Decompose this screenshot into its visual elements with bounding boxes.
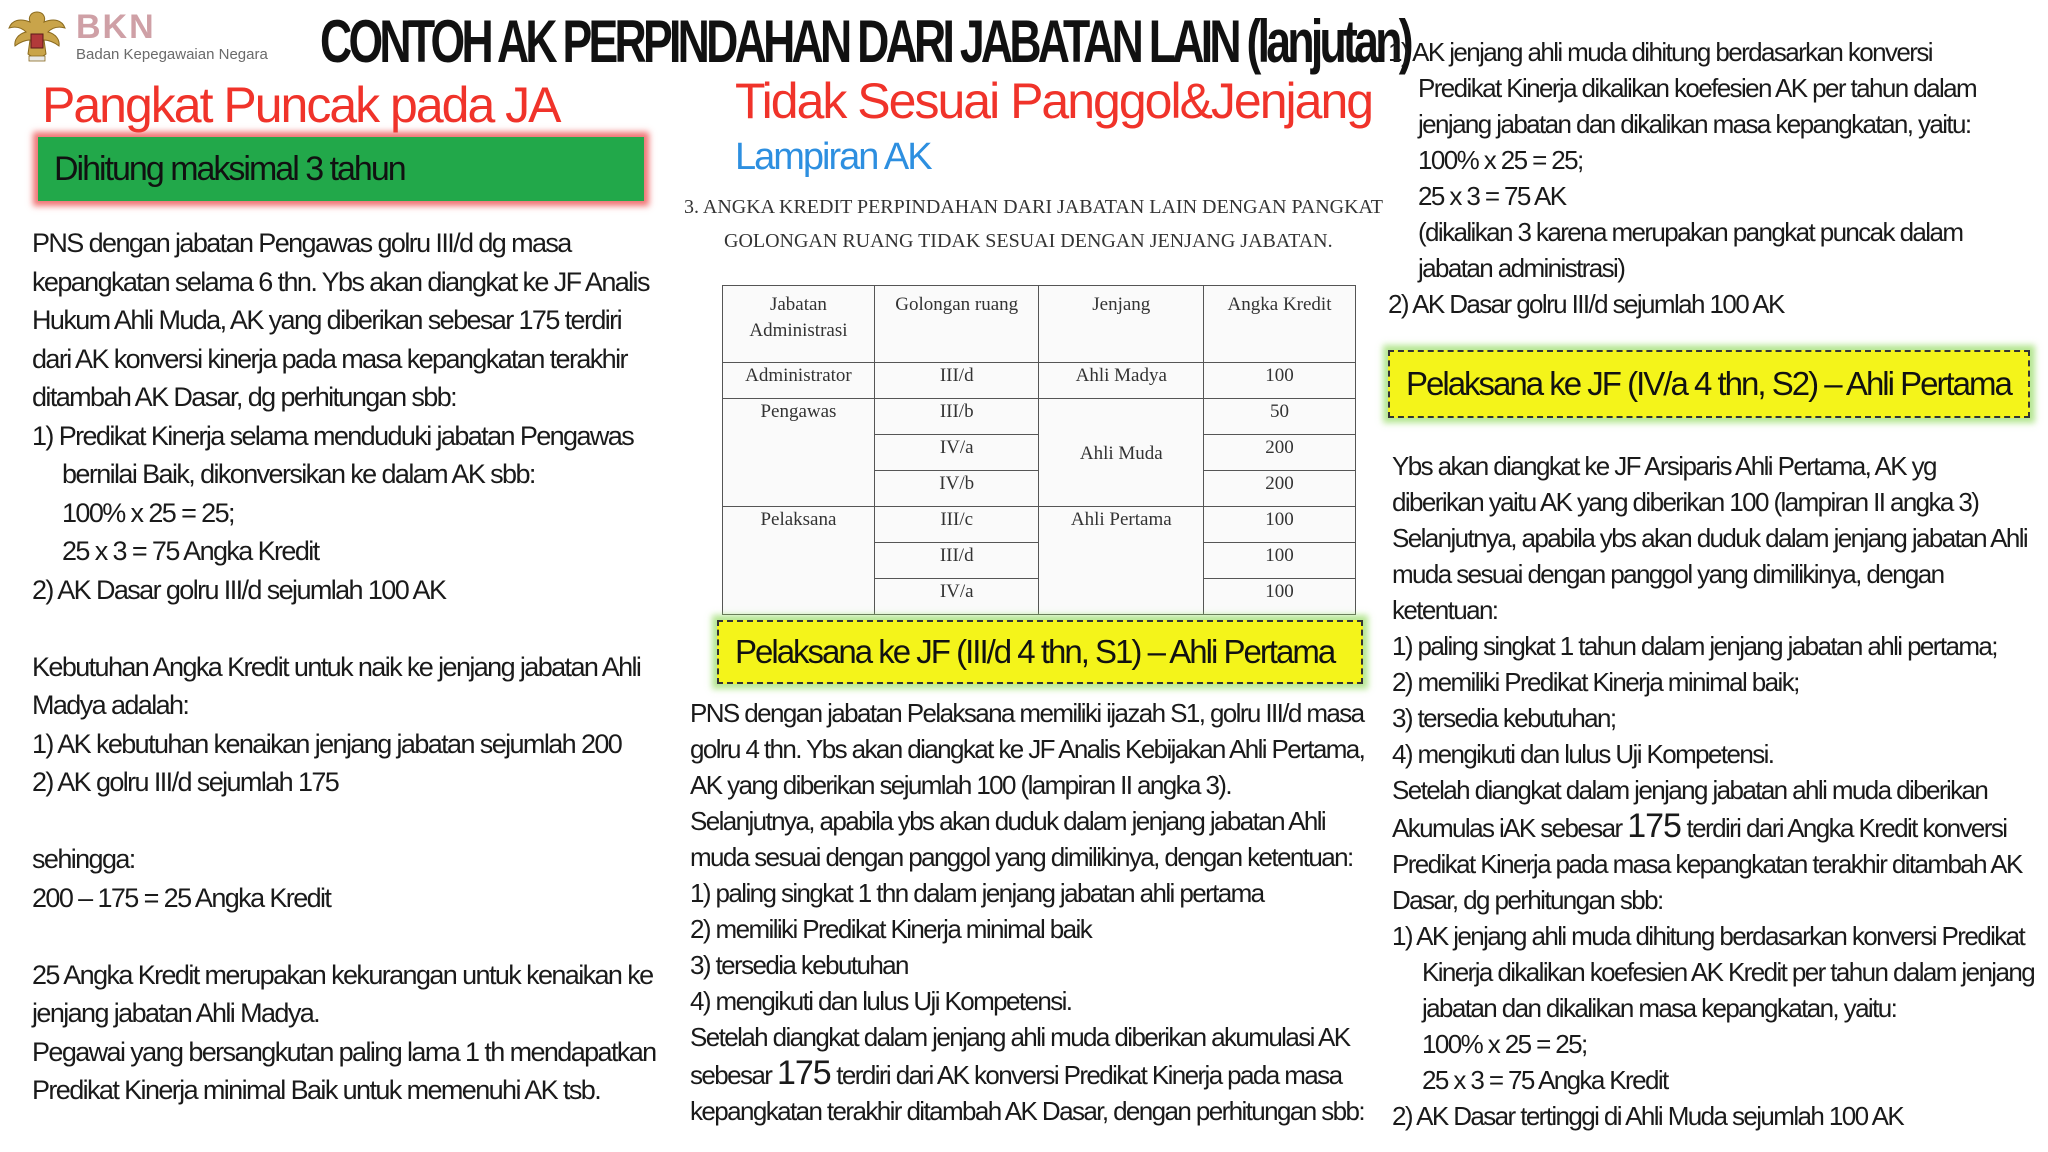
table-header: Jenjang bbox=[1039, 286, 1204, 363]
table-cell: 200 bbox=[1204, 471, 1356, 507]
right-body-text bbox=[1392, 448, 2034, 1134]
table-row bbox=[723, 507, 1356, 543]
highlight-number: 175 bbox=[1627, 807, 1681, 845]
text-line: muda sesuai dengan panggol yang dimilikinya, dengan bbox=[1392, 559, 1944, 589]
text-line bbox=[690, 1055, 1364, 1093]
text-line: PNS dengan jabatan Pelaksana memiliki ijazah S1, golru III/d masa bbox=[690, 698, 1364, 728]
table-cell: Ahli Madya bbox=[1039, 363, 1204, 399]
table-cell: Pengawas bbox=[723, 399, 875, 507]
table-cell: IV/a bbox=[874, 579, 1039, 615]
text-segment: terdiri dari AK konversi Predikat Kinerja pada masa bbox=[836, 1060, 1342, 1090]
text-line: bernilai Baik, dikonversikan ke dalam AK sbb: bbox=[62, 459, 535, 489]
lampiran-subheading: Lampiran AK bbox=[735, 136, 931, 178]
table-cell: III/c bbox=[874, 507, 1039, 543]
text-line: ditambah AK Dasar, dg perhitungan sbb: bbox=[32, 382, 457, 412]
text-line: 25 Angka Kredit merupakan kekurangan untuk kenaikan ke bbox=[32, 959, 653, 990]
table-header: Jabatan Administrasi bbox=[723, 286, 875, 363]
table-cell: 50 bbox=[1204, 399, 1356, 435]
text-line: 2) AK Dasar golru III/d sejumlah 100 AK bbox=[1388, 289, 1784, 319]
text-line: Kinerja dikalikan koefesien AK Kredit per tahun dalam jenjang bbox=[1422, 957, 2035, 987]
yellow-highlight-box-right bbox=[1388, 350, 2030, 418]
text-line: diberikan yaitu AK yang diberikan 100 (lampiran II angka 3) bbox=[1392, 487, 1979, 517]
table-cell: 100 bbox=[1204, 543, 1356, 579]
left-heading: Pangkat Puncak pada JA bbox=[42, 77, 560, 133]
text-line: Predikat Kinerja minimal Baik untuk memenuhi AK tsb. bbox=[32, 1075, 601, 1105]
text-line: (dikalikan 3 karena merupakan pangkat puncak dalam bbox=[1418, 217, 1963, 247]
table-cell: Pelaksana bbox=[723, 507, 875, 615]
text-segment: sebesar bbox=[690, 1060, 772, 1090]
left-body-text bbox=[32, 224, 656, 1110]
text-line: jenjang jabatan Ahli Madya. bbox=[32, 998, 320, 1028]
text-line: dari AK konversi kinerja pada masa kepangkatan terakhir bbox=[32, 343, 627, 374]
text-line: 2) AK Dasar tertinggi di Ahli Muda sejumlah 100 AK bbox=[1392, 1101, 1904, 1131]
table-cell: Ahli Pertama bbox=[1039, 507, 1204, 615]
text-line: AK yang diberikan sejumlah 100 (lampiran II angka 3). bbox=[690, 770, 1231, 800]
text-line: 1) AK jenjang ahli muda dihitung berdasarkan konversi Predikat bbox=[1392, 921, 2025, 951]
text-line: 1) paling singkat 1 tahun dalam jenjang jabatan ahli pertama; bbox=[1392, 631, 1997, 661]
text-line: 4) mengikuti dan lulus Uji Kompetensi. bbox=[690, 986, 1072, 1016]
text-line: Kebutuhan Angka Kredit untuk naik ke jenjang jabatan Ahli bbox=[32, 651, 641, 682]
green-box-label: Dihitung maksimal 3 tahun bbox=[54, 149, 405, 188]
text-line: 25 x 3 = 75 Angka Kredit bbox=[1422, 1065, 1668, 1095]
text-line: 3) tersedia kebutuhan bbox=[690, 950, 908, 980]
text-line: 100% x 25 = 25; bbox=[1418, 145, 1583, 175]
text-line: Setelah diangkat dalam jenjang ahli muda diberikan akumulasi AK bbox=[690, 1022, 1350, 1052]
table-cell: 100 bbox=[1204, 363, 1356, 399]
lampiran-caption bbox=[684, 190, 1383, 258]
text-line: jabatan dan dikalikan masa kepangkatan, yaitu: bbox=[1422, 993, 1897, 1023]
text-line: 2) AK Dasar golru III/d sejumlah 100 AK bbox=[32, 574, 446, 605]
text-line: Madya adalah: bbox=[32, 690, 189, 720]
text-line: 25 x 3 = 75 AK bbox=[1418, 181, 1566, 211]
text-line: 200 – 175 = 25 Angka Kredit bbox=[32, 882, 331, 913]
highlight-number: 175 bbox=[776, 1054, 831, 1092]
text-line: jabatan administrasi) bbox=[1418, 253, 1625, 283]
text-line: golru 4 thn. Ybs akan diangkat ke JF Analis Kebijakan Ahli Pertama, bbox=[690, 734, 1365, 764]
text-line: Selanjutnya, apabila ybs akan duduk dalam jenjang jabatan Ahli bbox=[1392, 523, 2028, 553]
table-cell: IV/b bbox=[874, 471, 1039, 507]
logo-org: Badan Kepegawaian Negara bbox=[76, 46, 268, 63]
table-cell: 100 bbox=[1204, 507, 1356, 543]
table-cell: Ahli Muda bbox=[1039, 399, 1204, 507]
text-line: kepangkatan selama 6 thn. Ybs akan diangkat ke JF Analis bbox=[32, 266, 649, 297]
text-line: 2) AK golru III/d sejumlah 175 bbox=[32, 767, 339, 797]
page-title: CONTOH AK PERPINDAHAN DARI JABATAN LAIN (lanjutan) bbox=[320, 8, 1410, 75]
caption-line: GOLONGAN RUANG TIDAK SESUAI DENGAN JENJANG JABATAN. bbox=[724, 230, 1333, 252]
table-cell: III/b bbox=[874, 399, 1039, 435]
text-line: 2) memiliki Predikat Kinerja minimal baik; bbox=[1392, 667, 1799, 697]
text-line: muda sesuai dengan panggol yang dimilikinya, dengan ketentuan: bbox=[690, 842, 1353, 872]
yellow-highlight-box-middle bbox=[717, 620, 1363, 684]
table-cell: III/d bbox=[874, 543, 1039, 579]
text-line: 1) Predikat Kinerja selama menduduki jabatan Pengawas bbox=[32, 420, 634, 451]
yellow-box-label: Pelaksana ke JF (III/d 4 thn, S1) – Ahli Pertama bbox=[735, 633, 1335, 670]
table-cell: III/d bbox=[874, 363, 1039, 399]
table-cell: 200 bbox=[1204, 435, 1356, 471]
middle-heading: Tidak Sesuai Panggol&Jenjang bbox=[735, 73, 1373, 129]
right-top-text bbox=[1388, 34, 1977, 322]
table-cell: IV/a bbox=[874, 435, 1039, 471]
caption-line: 3. ANGKA KREDIT PERPINDAHAN DARI JABATAN LAIN DENGAN PANGKAT bbox=[684, 196, 1383, 218]
middle-body-text bbox=[690, 695, 1364, 1129]
text-line: 1) AK jenjang ahli muda dihitung berdasarkan konversi bbox=[1388, 37, 1932, 67]
text-line: ketentuan: bbox=[1392, 595, 1498, 625]
bkn-logo bbox=[6, 4, 276, 68]
table-cell: 100 bbox=[1204, 579, 1356, 615]
text-line: 1) AK kebutuhan kenaikan jenjang jabatan sejumlah 200 bbox=[32, 728, 622, 759]
text-line: sehingga: bbox=[32, 844, 135, 874]
text-segment: terdiri dari Angka Kredit konversi bbox=[1686, 813, 2007, 843]
text-line: Selanjutnya, apabila ybs akan duduk dalam jenjang jabatan Ahli bbox=[690, 806, 1326, 836]
garuda-emblem-icon bbox=[6, 4, 68, 66]
text-line: 4) mengikuti dan lulus Uji Kompetensi. bbox=[1392, 739, 1774, 769]
angka-kredit-table bbox=[722, 285, 1356, 615]
table-row bbox=[723, 399, 1356, 435]
green-highlight-box bbox=[38, 137, 644, 201]
text-line: Setelah diangkat dalam jenjang jabatan ahli muda diberikan bbox=[1392, 775, 1988, 805]
text-line: Predikat Kinerja pada masa kepangkatan terakhir ditambah AK bbox=[1392, 849, 2022, 879]
text-line: Ybs akan diangkat ke JF Arsiparis Ahli Pertama, AK yg bbox=[1392, 451, 1936, 481]
logo-name: BKN bbox=[76, 8, 156, 46]
text-line: 1) paling singkat 1 thn dalam jenjang jabatan ahli pertama bbox=[690, 878, 1264, 908]
table-header: Angka Kredit bbox=[1204, 286, 1356, 363]
text-line: 100% x 25 = 25; bbox=[62, 497, 234, 528]
text-line: kepangkatan terakhir ditambah AK Dasar, dengan perhitungan sbb: bbox=[690, 1096, 1364, 1126]
text-line: 25 x 3 = 75 Angka Kredit bbox=[62, 536, 319, 566]
text-line: Hukum Ahli Muda, AK yang diberikan sebesar 175 terdiri bbox=[32, 305, 621, 335]
text-line bbox=[1392, 808, 2034, 846]
table-header-row bbox=[723, 286, 1356, 363]
text-line: jenjang jabatan dan dikalikan masa kepangkatan, yaitu: bbox=[1418, 109, 1971, 139]
text-line: 100% x 25 = 25; bbox=[1422, 1029, 1587, 1059]
text-segment: Akumulas iAK sebesar bbox=[1392, 813, 1622, 843]
text-line: Dasar, dg perhitungan sbb: bbox=[1392, 885, 1663, 915]
text-line: 3) tersedia kebutuhan; bbox=[1392, 703, 1616, 733]
table-row bbox=[723, 363, 1356, 399]
table-header: Golongan ruang bbox=[874, 286, 1039, 363]
text-line: Pegawai yang bersangkutan paling lama 1 th mendapatkan bbox=[32, 1036, 656, 1067]
yellow-box-label: Pelaksana ke JF (IV/a 4 thn, S2) – Ahli Pertama bbox=[1406, 365, 2011, 402]
text-line: 2) memiliki Predikat Kinerja minimal baik bbox=[690, 914, 1092, 944]
text-line: PNS dengan jabatan Pengawas golru III/d dg masa bbox=[32, 228, 571, 258]
text-line: Predikat Kinerja dikalikan koefesien AK per tahun dalam bbox=[1418, 73, 1977, 103]
table-cell: Administrator bbox=[723, 363, 875, 399]
